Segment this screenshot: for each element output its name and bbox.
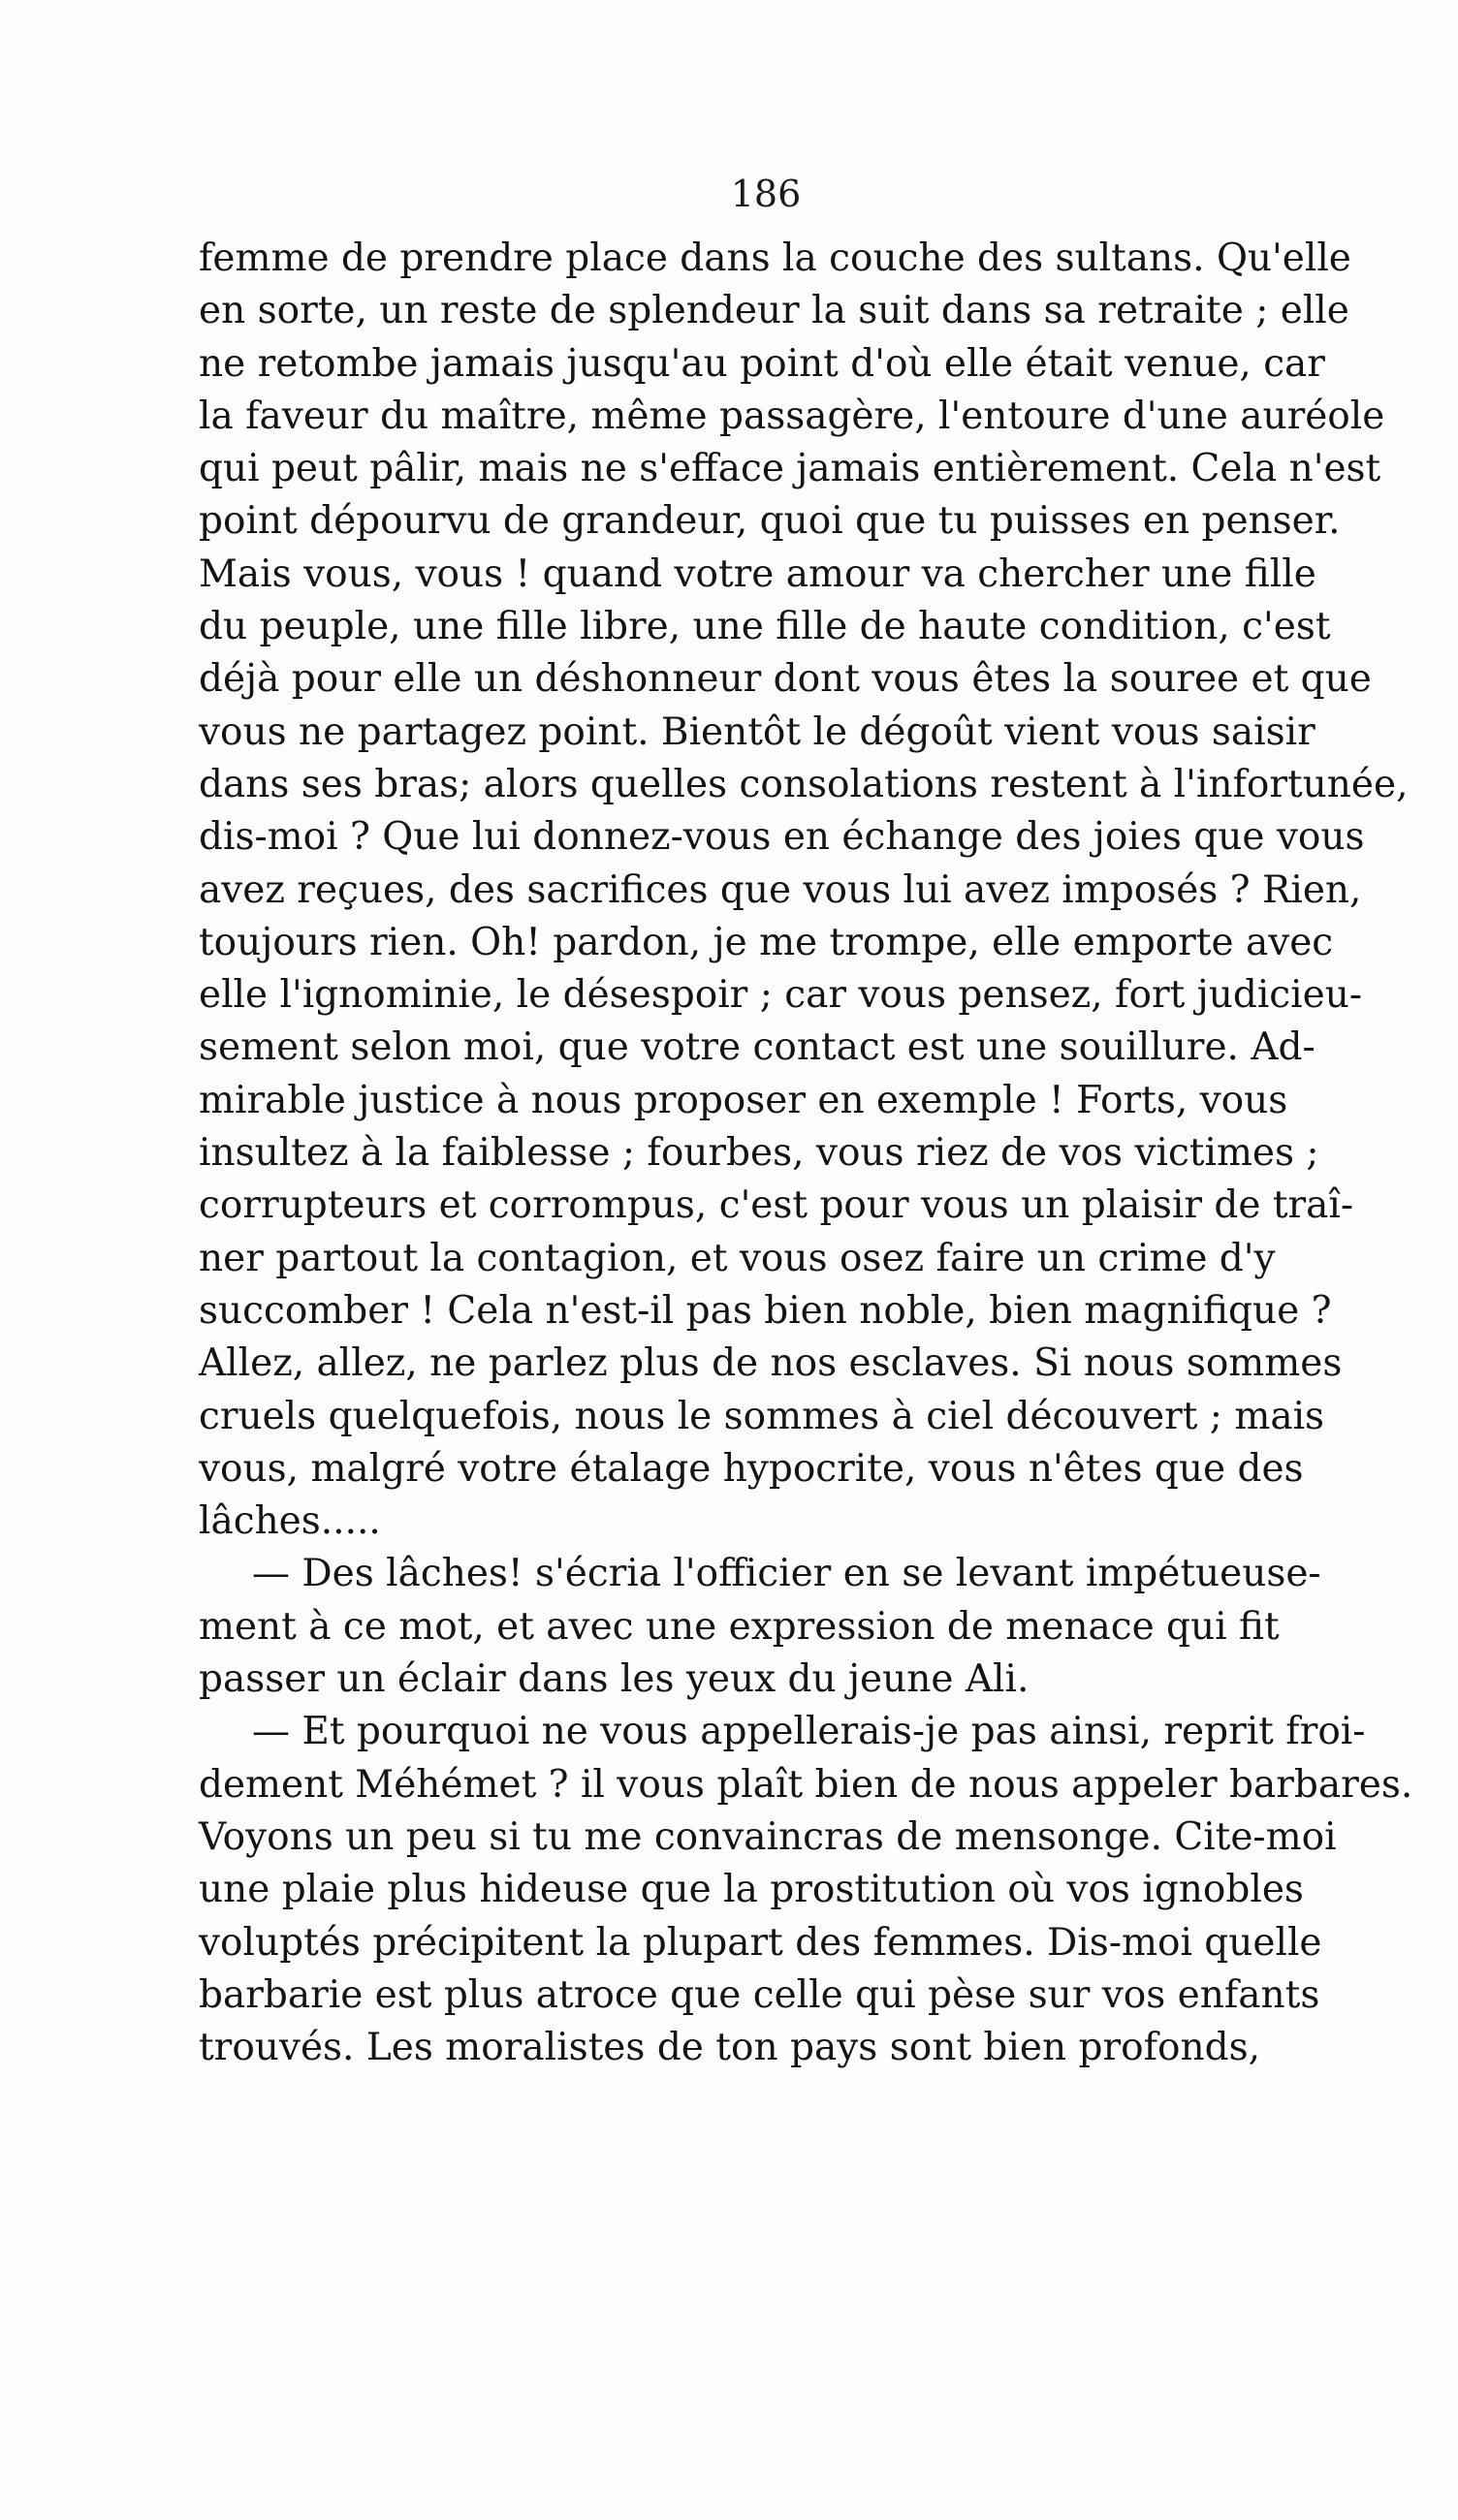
text-line: passer un éclair dans les yeux du jeune Ali. xyxy=(199,1657,1030,1702)
page-number: 186 xyxy=(730,173,802,215)
text-line: Allez, allez, ne parlez plus de nos esclaves. Si nous sommes xyxy=(199,1341,1343,1386)
text-line: la faveur du maître, même passagère, l'entoure d'une auréole xyxy=(199,394,1385,438)
text-line: dement Méhémet ? il vous plaît bien de nous appeler barbares. xyxy=(199,1762,1413,1807)
text-line: ne retombe jamais jusqu'au point d'où elle était venue, car xyxy=(199,341,1325,386)
text-line: dans ses bras; alors quelles consolations restent à l'infortunée, xyxy=(199,762,1409,806)
text-line: du peuple, une fille libre, une fille de haute condition, c'est xyxy=(199,605,1331,649)
text-line: mirable justice à nous proposer en exemple ! Forts, vous xyxy=(199,1078,1288,1122)
text-line: dis-moi ? Que lui donnez-vous en échange des joies que vous xyxy=(199,815,1365,860)
body-text xyxy=(199,233,1413,2074)
text-line: ner partout la contagion, et vous osez faire un crime d'y xyxy=(199,1236,1276,1280)
text-line: succomber ! Cela n'est-il pas bien noble, bien magnifique ? xyxy=(199,1288,1332,1333)
text-line: femme de prendre place dans la couche des sultans. Qu'elle xyxy=(199,236,1351,280)
text-line: vous, malgré votre étalage hypocrite, vous n'êtes que des xyxy=(199,1446,1304,1491)
text-line: — Et pourquoi ne vous appellerais-je pas ainsi, reprit froi- xyxy=(252,1710,1366,1754)
text-line: elle l'ignominie, le désespoir ; car vous pensez, fort judicieu- xyxy=(199,973,1362,1018)
text-line: déjà pour elle un déshonneur dont vous êtes la souree et que xyxy=(199,657,1372,702)
text-line: en sorte, un reste de splendeur la suit dans sa retraite ; elle xyxy=(199,289,1349,333)
text-line: trouvés. Les moralistes de ton pays sont bien profonds, xyxy=(199,2026,1260,2070)
text-line: Voyons un peu si tu me convaincras de mensonge. Cite-moi xyxy=(199,1814,1337,1859)
text-line: insultez à la faiblesse ; fourbes, vous riez de vos victimes ; xyxy=(199,1131,1319,1176)
text-line: toujours rien. Oh! pardon, je me trompe, elle emporte avec xyxy=(199,920,1334,964)
text-line: avez reçues, des sacrifices que vous lui avez imposés ? Rien, xyxy=(199,867,1362,912)
text-line: point dépourvu de grandeur, quoi que tu puisses en penser. xyxy=(199,499,1341,544)
text-line: sement selon moi, que votre contact est une souillure. Ad- xyxy=(199,1025,1315,1070)
text-line: une plaie plus hideuse que la prostitution où vos ignobles xyxy=(199,1868,1304,1912)
text-line: ment à ce mot, et avec une expression de menace qui fit xyxy=(199,1604,1280,1649)
text-line: cruels quelquefois, nous le sommes à ciel découvert ; mais xyxy=(199,1394,1325,1438)
text-line: barbarie est plus atroce que celle qui pèse sur vos enfants xyxy=(199,1972,1320,2017)
text-line: Mais vous, vous ! quand votre amour va chercher une fille xyxy=(199,551,1316,596)
text-line: voluptés précipitent la plupart des femmes. Dis-moi quelle xyxy=(199,1920,1322,1965)
text-line: — Des lâches! s'écria l'officier en se levant impétueuse- xyxy=(252,1552,1321,1596)
text-line: qui peut pâlir, mais ne s'efface jamais entièrement. Cela n'est xyxy=(199,447,1381,491)
text-line: lâches..... xyxy=(199,1499,381,1544)
text-line: vous ne partagez point. Bientôt le dégoût vient vous saisir xyxy=(199,709,1315,754)
text-line: corrupteurs et corrompus, c'est pour vous un plaisir de traî- xyxy=(199,1183,1354,1228)
